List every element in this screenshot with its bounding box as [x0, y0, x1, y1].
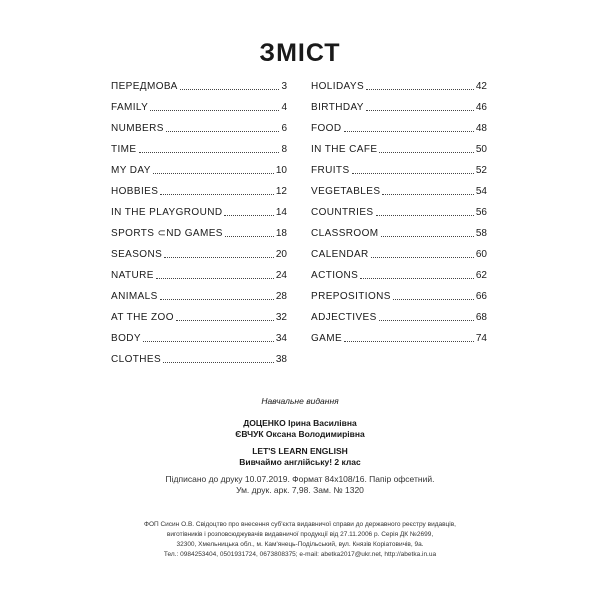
toc-entry: [311, 303, 487, 324]
toc-entry-page: 8: [281, 144, 287, 155]
publisher-line: 32300, Хмельницька обл., м. Кам'янець-Подільський, вул. Князів Коріатовичів, 9а.: [176, 541, 424, 548]
toc-entry: [311, 93, 487, 114]
toc-entry-page: 38: [275, 354, 287, 365]
toc-dot-leader: [360, 277, 474, 279]
toc-entry: [111, 93, 287, 114]
toc-dot-leader: [150, 109, 279, 111]
toc-entry: [111, 261, 287, 282]
toc-entry-label: MY DAY: [111, 165, 151, 176]
toc-entry-label: CLOTHES: [111, 354, 162, 365]
toc-entry: [111, 303, 287, 324]
toc-entry-label: SPORTS ⊂ND GAMES: [111, 228, 223, 239]
toc-entry-page: 62: [475, 270, 487, 281]
toc-entry-label: ANIMALS: [111, 291, 158, 302]
toc-entry-page: 58: [475, 228, 487, 239]
toc-entry-label: CLASSROOM: [311, 228, 379, 239]
toc-entry: [311, 219, 487, 240]
toc-entry-page: 48: [475, 123, 487, 134]
toc-entry-label: CALENDAR: [311, 249, 369, 260]
toc-entry-page: 24: [275, 270, 287, 281]
toc-dot-leader: [379, 319, 474, 321]
toc-entry-page: 10: [275, 165, 287, 176]
toc-entry-label: ПЕРЕДМОВА: [111, 81, 178, 92]
toc-entry-page: 60: [475, 249, 487, 260]
toc-entry: [111, 135, 287, 156]
toc-entry-label: AT THE ZOO: [111, 312, 174, 323]
print-spec-line: Ум. друк. арк. 7,98. Зам. № 1320: [236, 484, 364, 495]
toc-dot-leader: [176, 319, 274, 321]
toc-entry: [311, 282, 487, 303]
toc-entry: [311, 156, 487, 177]
toc-entry-label: VEGETABLES: [311, 186, 381, 197]
toc-entry: [311, 198, 487, 219]
book-title-block: [0, 446, 600, 467]
toc-entry-page: 4: [281, 102, 287, 113]
toc-entry: [311, 177, 487, 198]
toc-entry: [111, 219, 287, 240]
toc-entry-label: FAMILY: [111, 102, 149, 113]
toc-entry-page: 56: [475, 207, 487, 218]
toc-entry-label: BIRTHDAY: [311, 102, 364, 113]
toc-entry-page: 18: [275, 228, 287, 239]
toc-entry: [311, 240, 487, 261]
publisher-line: виготівників і розповсюджувачів видавничої продукції від 27.11.2006 р. Серія ДК №2699,: [166, 531, 434, 538]
toc-entry-label: NUMBERS: [111, 123, 164, 134]
book-title: LET'S LEARN ENGLISH: [252, 446, 348, 456]
toc-dot-leader: [163, 361, 274, 363]
toc-entry-page: 46: [475, 102, 487, 113]
toc-entry: [311, 324, 487, 345]
toc-entry-label: HOLIDAYS: [311, 81, 365, 92]
toc-entry: [311, 261, 487, 282]
toc-entry-label: SEASONS: [111, 249, 163, 260]
toc-dot-leader: [366, 109, 474, 111]
toc-dot-leader: [143, 340, 274, 342]
toc-left-column: [111, 72, 287, 366]
toc-dot-leader: [153, 172, 274, 174]
toc-entry-label: COUNTRIES: [311, 207, 374, 218]
edition-type: Навчальне видання: [261, 396, 339, 406]
toc-entry: [111, 282, 287, 303]
toc-entry-page: 14: [275, 207, 287, 218]
toc-entry-page: 32: [275, 312, 287, 323]
publisher-line: Тел.: 0984253404, 0501931724, 0673808375; e-mail: abetka2017@ukr.net, http://abetka.in.ua: [163, 551, 437, 558]
print-specs: [0, 474, 600, 495]
toc-entry-page: 66: [475, 291, 487, 302]
toc-entry-label: TIME: [111, 144, 137, 155]
book-subtitle: Вивчаймо англійську! 2 клас: [239, 456, 361, 467]
toc-entry-page: 12: [275, 186, 287, 197]
toc-entry: [311, 114, 487, 135]
toc-entry-page: 6: [281, 123, 287, 134]
toc-entry: [111, 324, 287, 345]
toc-entry-label: NATURE: [111, 270, 154, 281]
toc-entry-page: 74: [475, 333, 487, 344]
toc-dot-leader: [344, 340, 474, 342]
toc-entry-page: 28: [275, 291, 287, 302]
toc-dot-leader: [344, 130, 474, 132]
toc-entry-label: HOBBIES: [111, 186, 159, 197]
toc-dot-leader: [376, 214, 474, 216]
toc-dot-leader: [379, 151, 473, 153]
toc-entry-page: 34: [275, 333, 287, 344]
toc-entry: [111, 345, 287, 366]
author-name: ДОЦЕНКО Ірина Василівна: [243, 418, 357, 428]
toc-dot-leader: [225, 235, 274, 237]
toc-entry-label: BODY: [111, 333, 141, 344]
toc-entry-label: FOOD: [311, 123, 342, 134]
toc-entry: [311, 135, 487, 156]
toc-entry-label: GAME: [311, 333, 343, 344]
toc-entry-page: 54: [475, 186, 487, 197]
publisher-line: ФОП Сисин О.В. Свідоцтво про внесення суб'єкта видавничої справи до державного реєстру видавців,: [144, 521, 456, 528]
author-name: ЄВЧУК Оксана Володимирівна: [235, 428, 365, 439]
toc-entry-page: 3: [281, 81, 287, 92]
toc-entry: [111, 177, 287, 198]
authors-block: [0, 418, 600, 439]
toc-entry-label: FRUITS: [311, 165, 350, 176]
toc-entry-page: 52: [475, 165, 487, 176]
toc-entry-page: 42: [475, 81, 487, 92]
toc-right-column: [311, 72, 487, 345]
toc-entry: [111, 198, 287, 219]
toc-dot-leader: [156, 277, 274, 279]
toc-entry-page: 20: [275, 249, 287, 260]
toc-dot-leader: [366, 88, 474, 90]
toc-dot-leader: [224, 214, 273, 216]
publisher-info: [0, 520, 600, 560]
toc-dot-leader: [381, 235, 474, 237]
toc-dot-leader: [352, 172, 474, 174]
print-spec-line: Підписано до друку 10.07.2019. Формат 84х108/16. Папір офсетний.: [165, 474, 435, 484]
toc-entry-label: ACTIONS: [311, 270, 359, 281]
toc-entry: [311, 72, 487, 93]
page-title: ЗМІСТ: [259, 39, 341, 67]
toc-dot-leader: [139, 151, 280, 153]
toc-dot-leader: [160, 298, 274, 300]
toc-entry-label: IN THE CAFE: [311, 144, 378, 155]
toc-entry: [111, 156, 287, 177]
toc-entry-page: 68: [475, 312, 487, 323]
toc-dot-leader: [160, 193, 274, 195]
toc-dot-leader: [164, 256, 274, 258]
toc-entry: [111, 72, 287, 93]
toc-dot-leader: [393, 298, 474, 300]
toc-entry-page: 50: [475, 144, 487, 155]
toc-entry: [111, 240, 287, 261]
toc-entry-label: PREPOSITIONS: [311, 291, 391, 302]
toc-entry-label: ADJECTIVES: [311, 312, 377, 323]
toc-dot-leader: [382, 193, 473, 195]
toc-dot-leader: [180, 88, 280, 90]
toc-dot-leader: [371, 256, 474, 258]
toc-entry-label: IN THE PLAYGROUND: [111, 207, 223, 218]
toc-dot-leader: [166, 130, 280, 132]
toc-entry: [111, 114, 287, 135]
